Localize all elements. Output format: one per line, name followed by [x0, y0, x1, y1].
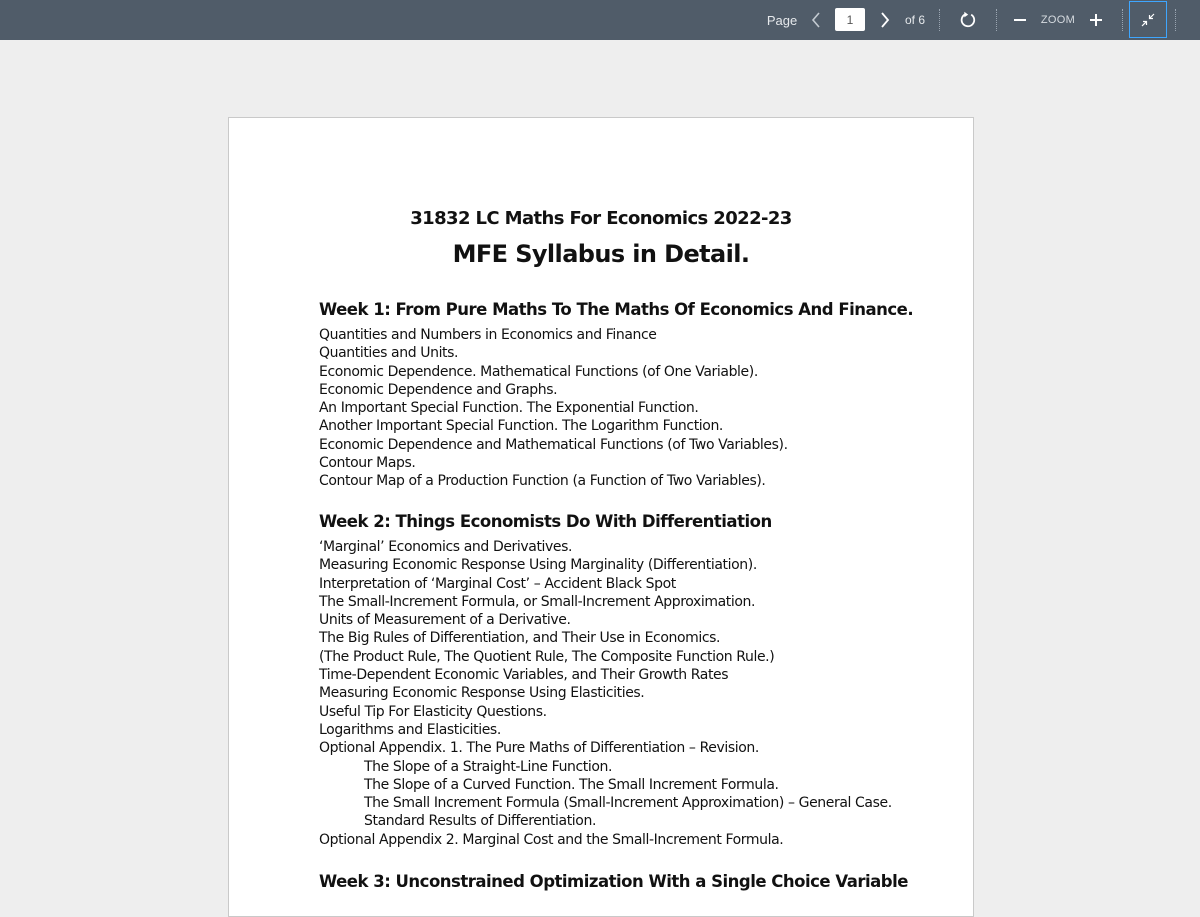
week-heading: Week 2: Things Economists Do With Differentiation: [319, 512, 772, 531]
week-3-section: [319, 872, 959, 898]
rotate-icon: [959, 11, 977, 29]
collapse-icon: [1141, 13, 1155, 27]
syllabus-item: Time-Dependent Economic Variables, and Their Growth Rates: [319, 667, 729, 684]
syllabus-item: Contour Map of a Production Function (a Function of Two Variables).: [319, 473, 766, 490]
syllabus-item: Optional Appendix. 1. The Pure Maths of Differentiation – Revision.: [319, 740, 759, 757]
minus-icon: [1013, 13, 1027, 27]
syllabus-item: Logarithms and Elasticities.: [319, 721, 501, 738]
zoom-label: ZOOM: [1040, 14, 1076, 26]
document-page: [228, 117, 974, 917]
syllabus-sub-item: The Slope of a Curved Function. The Small Increment Formula.: [364, 776, 779, 793]
toolbar-divider: [1175, 9, 1176, 31]
syllabus-item: Optional Appendix 2. Marginal Cost and the Small-Increment Formula.: [319, 831, 784, 848]
exit-fullscreen-button[interactable]: [1129, 1, 1167, 38]
syllabus-item: Economic Dependence. Mathematical Functions (of One Variable).: [319, 363, 758, 380]
next-page-button[interactable]: [875, 0, 895, 40]
toolbar-divider: [1122, 9, 1123, 31]
syllabus-item: Quantities and Numbers in Economics and Finance: [319, 327, 657, 343]
syllabus-item: Useful Tip For Elasticity Questions.: [319, 703, 547, 720]
zoom-in-button[interactable]: [1086, 0, 1106, 40]
syllabus-item: Economic Dependence and Mathematical Functions (of Two Variables).: [319, 436, 788, 453]
chevron-right-icon: [880, 12, 890, 28]
syllabus-item: Interpretation of ‘Marginal Cost’ – Accident Black Spot: [319, 575, 676, 592]
syllabus-title: MFE Syllabus in Detail.: [452, 240, 750, 268]
rotate-button[interactable]: [954, 0, 982, 40]
syllabus-item: Contour Maps.: [319, 455, 416, 472]
syllabus-item: The Small-Increment Formula, or Small-Increment Approximation.: [319, 593, 756, 610]
syllabus-sub-item: Standard Results of Differentiation.: [364, 813, 596, 830]
syllabus-item: Quantities and Units.: [319, 345, 459, 362]
syllabus-item: ‘Marginal’ Economics and Derivatives.: [319, 539, 573, 555]
week-heading: Week 1: From Pure Maths To The Maths Of Economics And Finance.: [319, 300, 914, 319]
toolbar-divider: [939, 9, 940, 31]
page-number-input[interactable]: [835, 8, 865, 31]
week-2-section: [319, 512, 959, 849]
syllabus-sub-item: The Slope of a Straight-Line Function.: [364, 758, 613, 775]
syllabus-item: An Important Special Function. The Exponential Function.: [319, 400, 699, 417]
syllabus-sub-item: The Small Increment Formula (Small-Increment Approximation) – General Case.: [364, 795, 892, 812]
zoom-out-button[interactable]: [1010, 0, 1030, 40]
syllabus-item: The Big Rules of Differentiation, and Their Use in Economics.: [319, 630, 721, 647]
course-title: 31832 LC Maths For Economics 2022-23: [410, 208, 792, 229]
toolbar-divider: [996, 9, 997, 31]
syllabus-item: Measuring Economic Response Using Marginality (Differentiation).: [319, 557, 757, 574]
syllabus-item: Measuring Economic Response Using Elasticities.: [319, 685, 645, 702]
pdf-toolbar: [0, 0, 1200, 40]
syllabus-item: Units of Measurement of a Derivative.: [319, 612, 571, 629]
week-heading: Week 3: Unconstrained Optimization With a Single Choice Variable: [319, 872, 908, 891]
page-label: Page: [766, 12, 798, 28]
previous-page-button[interactable]: [806, 0, 826, 40]
page-count-label: of 6: [904, 13, 925, 27]
syllabus-item: Another Important Special Function. The Logarithm Function.: [319, 418, 723, 435]
syllabus-item: Economic Dependence and Graphs.: [319, 381, 558, 398]
syllabus-item: (The Product Rule, The Quotient Rule, The Composite Function Rule.): [319, 648, 775, 665]
week-1-section: [319, 300, 959, 491]
plus-icon: [1089, 13, 1103, 27]
chevron-left-icon: [811, 12, 821, 28]
